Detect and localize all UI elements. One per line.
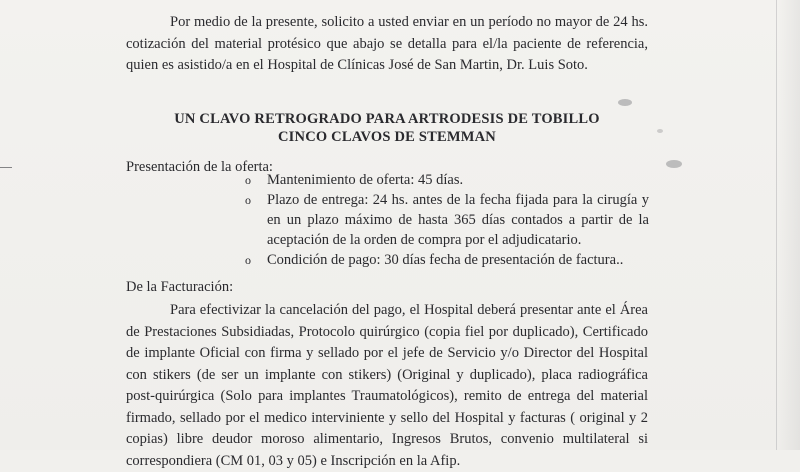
heading-line-2: CINCO CLAVOS DE STEMMAN [278,129,496,145]
offer-item-text: Condición de pago: 30 días fecha de presentación de factura.. [267,252,624,268]
bullet-circle-icon: o [245,173,251,187]
billing-paragraph: Para efectivizar la cancelación del pago, el Hospital deberá presentar ante el Área de Prestaciones Subsidiadas, Protocolo quirúrgico (copia fiel por duplicado), Certificado de implante Oficial con firma y sellado por el jefe de Servicio y/o Director del Hospital con stikers (de ser un implante con stikers) (Original y duplicado), placa radiográfica post-quirúrgica (Solo para implantes Traumatológicos), remito de entrega del material firmado, sellado por el medico interviniente y sello del Hospital y facturas ( original y 2 copias) libre deudor moroso alimentario, Ingresos Brutos, convenio multilateral si correspondiera (CM 01, 03 y 05) e Inscripción en la Afip. [126,302,648,469]
offer-item-text: Mantenimiento de oferta: 45 días. [267,172,464,188]
ink-smudge [657,129,663,133]
ink-smudge [618,99,632,106]
offer-label: Presentación de la oferta: [126,159,273,175]
list-item [245,250,649,270]
heading-line-1: UN CLAVO RETROGRADO PARA ARTRODESIS DE TOBILLO [174,111,600,127]
bullet-circle-icon: o [245,253,251,267]
billing-label: De la Facturación: [126,279,234,295]
list-item [245,190,649,250]
offer-item-text: Plazo de entrega: 24 hs. antes de la fecha fijada para la cirugía y en un plazo máximo de hasta 365 días contados a partir de la aceptación de la orden de compra por el adjudicatario. [267,192,649,248]
ink-smudge [666,160,682,168]
margin-mark [0,167,12,168]
list-item [245,170,649,190]
offer-list [245,170,649,270]
intro-paragraph: Por medio de la presente, solicito a usted enviar en un período no mayor de 24 hs. cotización del material protésico que abajo se detalla para el/la paciente de referencia, quien es asistido/a en el Hospital de Clínicas José de San Martin, Dr. Luis Soto. [126,14,648,73]
bullet-circle-icon: o [245,193,251,207]
page-fold-line [776,0,777,450]
page-edge-shadow [778,0,800,450]
